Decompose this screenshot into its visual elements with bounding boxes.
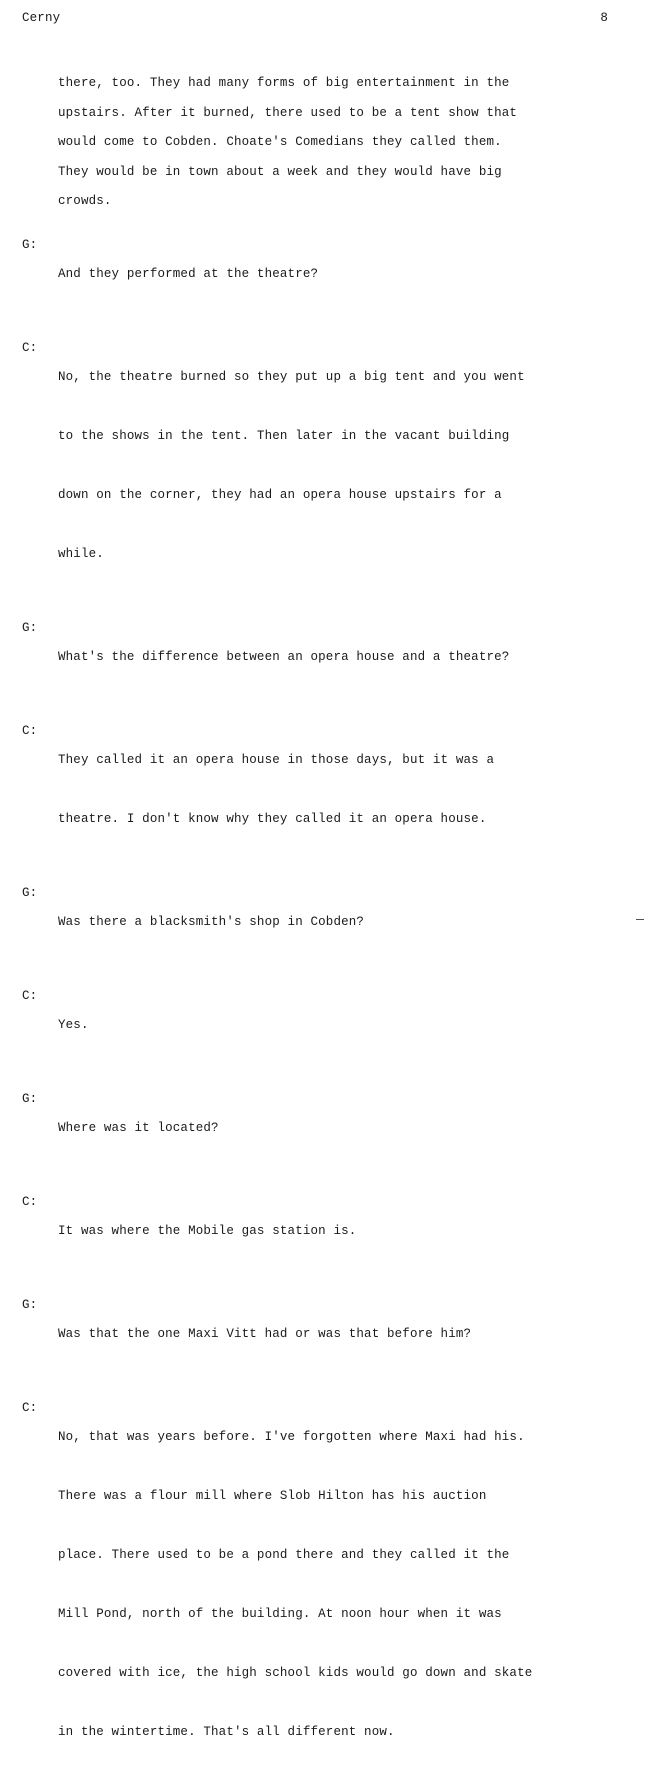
scan-mark <box>636 919 644 920</box>
text-line: Mill Pond, north of the building. At noon hour when it was <box>58 1607 502 1621</box>
text-line: It was where the Mobile gas station is. <box>58 1224 357 1238</box>
speaker-label: G: <box>22 885 38 900</box>
text-line: down on the corner, they had an opera house upstairs for a <box>58 488 502 502</box>
text-line: while. <box>58 547 104 561</box>
dialogue-entry <box>22 879 622 968</box>
text-line: covered with ice, the high school kids would go down and skate <box>58 1666 533 1680</box>
dialogue-entry <box>22 614 622 703</box>
speech-text <box>58 231 622 320</box>
text-line: What's the difference between an opera house and a theatre? <box>58 650 510 664</box>
speech-text <box>58 982 622 1071</box>
speech-text <box>58 717 622 865</box>
text-line: there, too. They had many forms of big entertainment in the <box>58 76 510 90</box>
speaker-label: C: <box>22 340 38 355</box>
transcript-body <box>22 69 622 1792</box>
text-line: They would be in town about a week and they would have big <box>58 164 502 179</box>
speaker-label: C: <box>22 1400 38 1415</box>
speech-text <box>58 1394 622 1778</box>
text-line: in the wintertime. That's all different now. <box>58 1725 395 1739</box>
text-line: theatre. I don't know why they called it an opera house. <box>58 812 487 826</box>
speech-text <box>58 1188 622 1277</box>
text-line: to the shows in the tent. Then later in the vacant building <box>58 429 510 443</box>
speaker-label: G: <box>22 1297 38 1312</box>
speaker-label: C: <box>22 1194 38 1209</box>
speech-text <box>58 614 622 703</box>
speech-text <box>58 879 622 968</box>
speaker-label: C: <box>22 723 38 738</box>
text-line: place. There used to be a pond there and they called it the <box>58 1548 510 1562</box>
text-line: And they performed at the theatre? <box>58 267 319 281</box>
page-number: 8 <box>600 11 608 25</box>
dialogue-entry <box>22 982 622 1071</box>
speech-text <box>58 334 622 600</box>
dialogue-entry <box>22 1085 622 1174</box>
speaker-label: G: <box>22 620 38 635</box>
dialogue-entry <box>22 1394 622 1778</box>
text-line: Yes. <box>58 1018 89 1032</box>
dialogue-entry <box>22 717 622 865</box>
text-line: There was a flour mill where Slob Hilton has his auction <box>58 1489 487 1503</box>
dialogue-entry <box>22 1188 622 1277</box>
speech-text <box>58 1291 622 1380</box>
speaker-label: G: <box>22 1091 38 1106</box>
text-line: They called it an opera house in those days, but it was a <box>58 753 495 767</box>
dialogue-entry <box>22 334 622 600</box>
text-line: No, the theatre burned so they put up a big tent and you went <box>58 370 525 384</box>
dialogue-entry <box>22 1291 622 1380</box>
text-line: would come to Cobden. Choate's Comedians they called them. <box>58 135 502 149</box>
dialogue-entry <box>22 231 622 320</box>
text-line: upstairs. After it burned, there used to be a tent show that <box>58 105 518 120</box>
text-line: Was there a blacksmith's shop in Cobden? <box>58 915 365 929</box>
continued-paragraph <box>58 69 622 217</box>
text-line: No, that was years before. I've forgotten where Maxi had his. <box>58 1430 525 1444</box>
speaker-label: G: <box>22 237 38 252</box>
text-line: Was that the one Maxi Vitt had or was that before him? <box>58 1327 472 1341</box>
interviewee-name: Cerny <box>22 11 61 25</box>
speech-text <box>58 1085 622 1174</box>
speaker-label: C: <box>22 988 38 1003</box>
text-line: Where was it located? <box>58 1121 219 1135</box>
text-line: crowds. <box>58 194 112 208</box>
